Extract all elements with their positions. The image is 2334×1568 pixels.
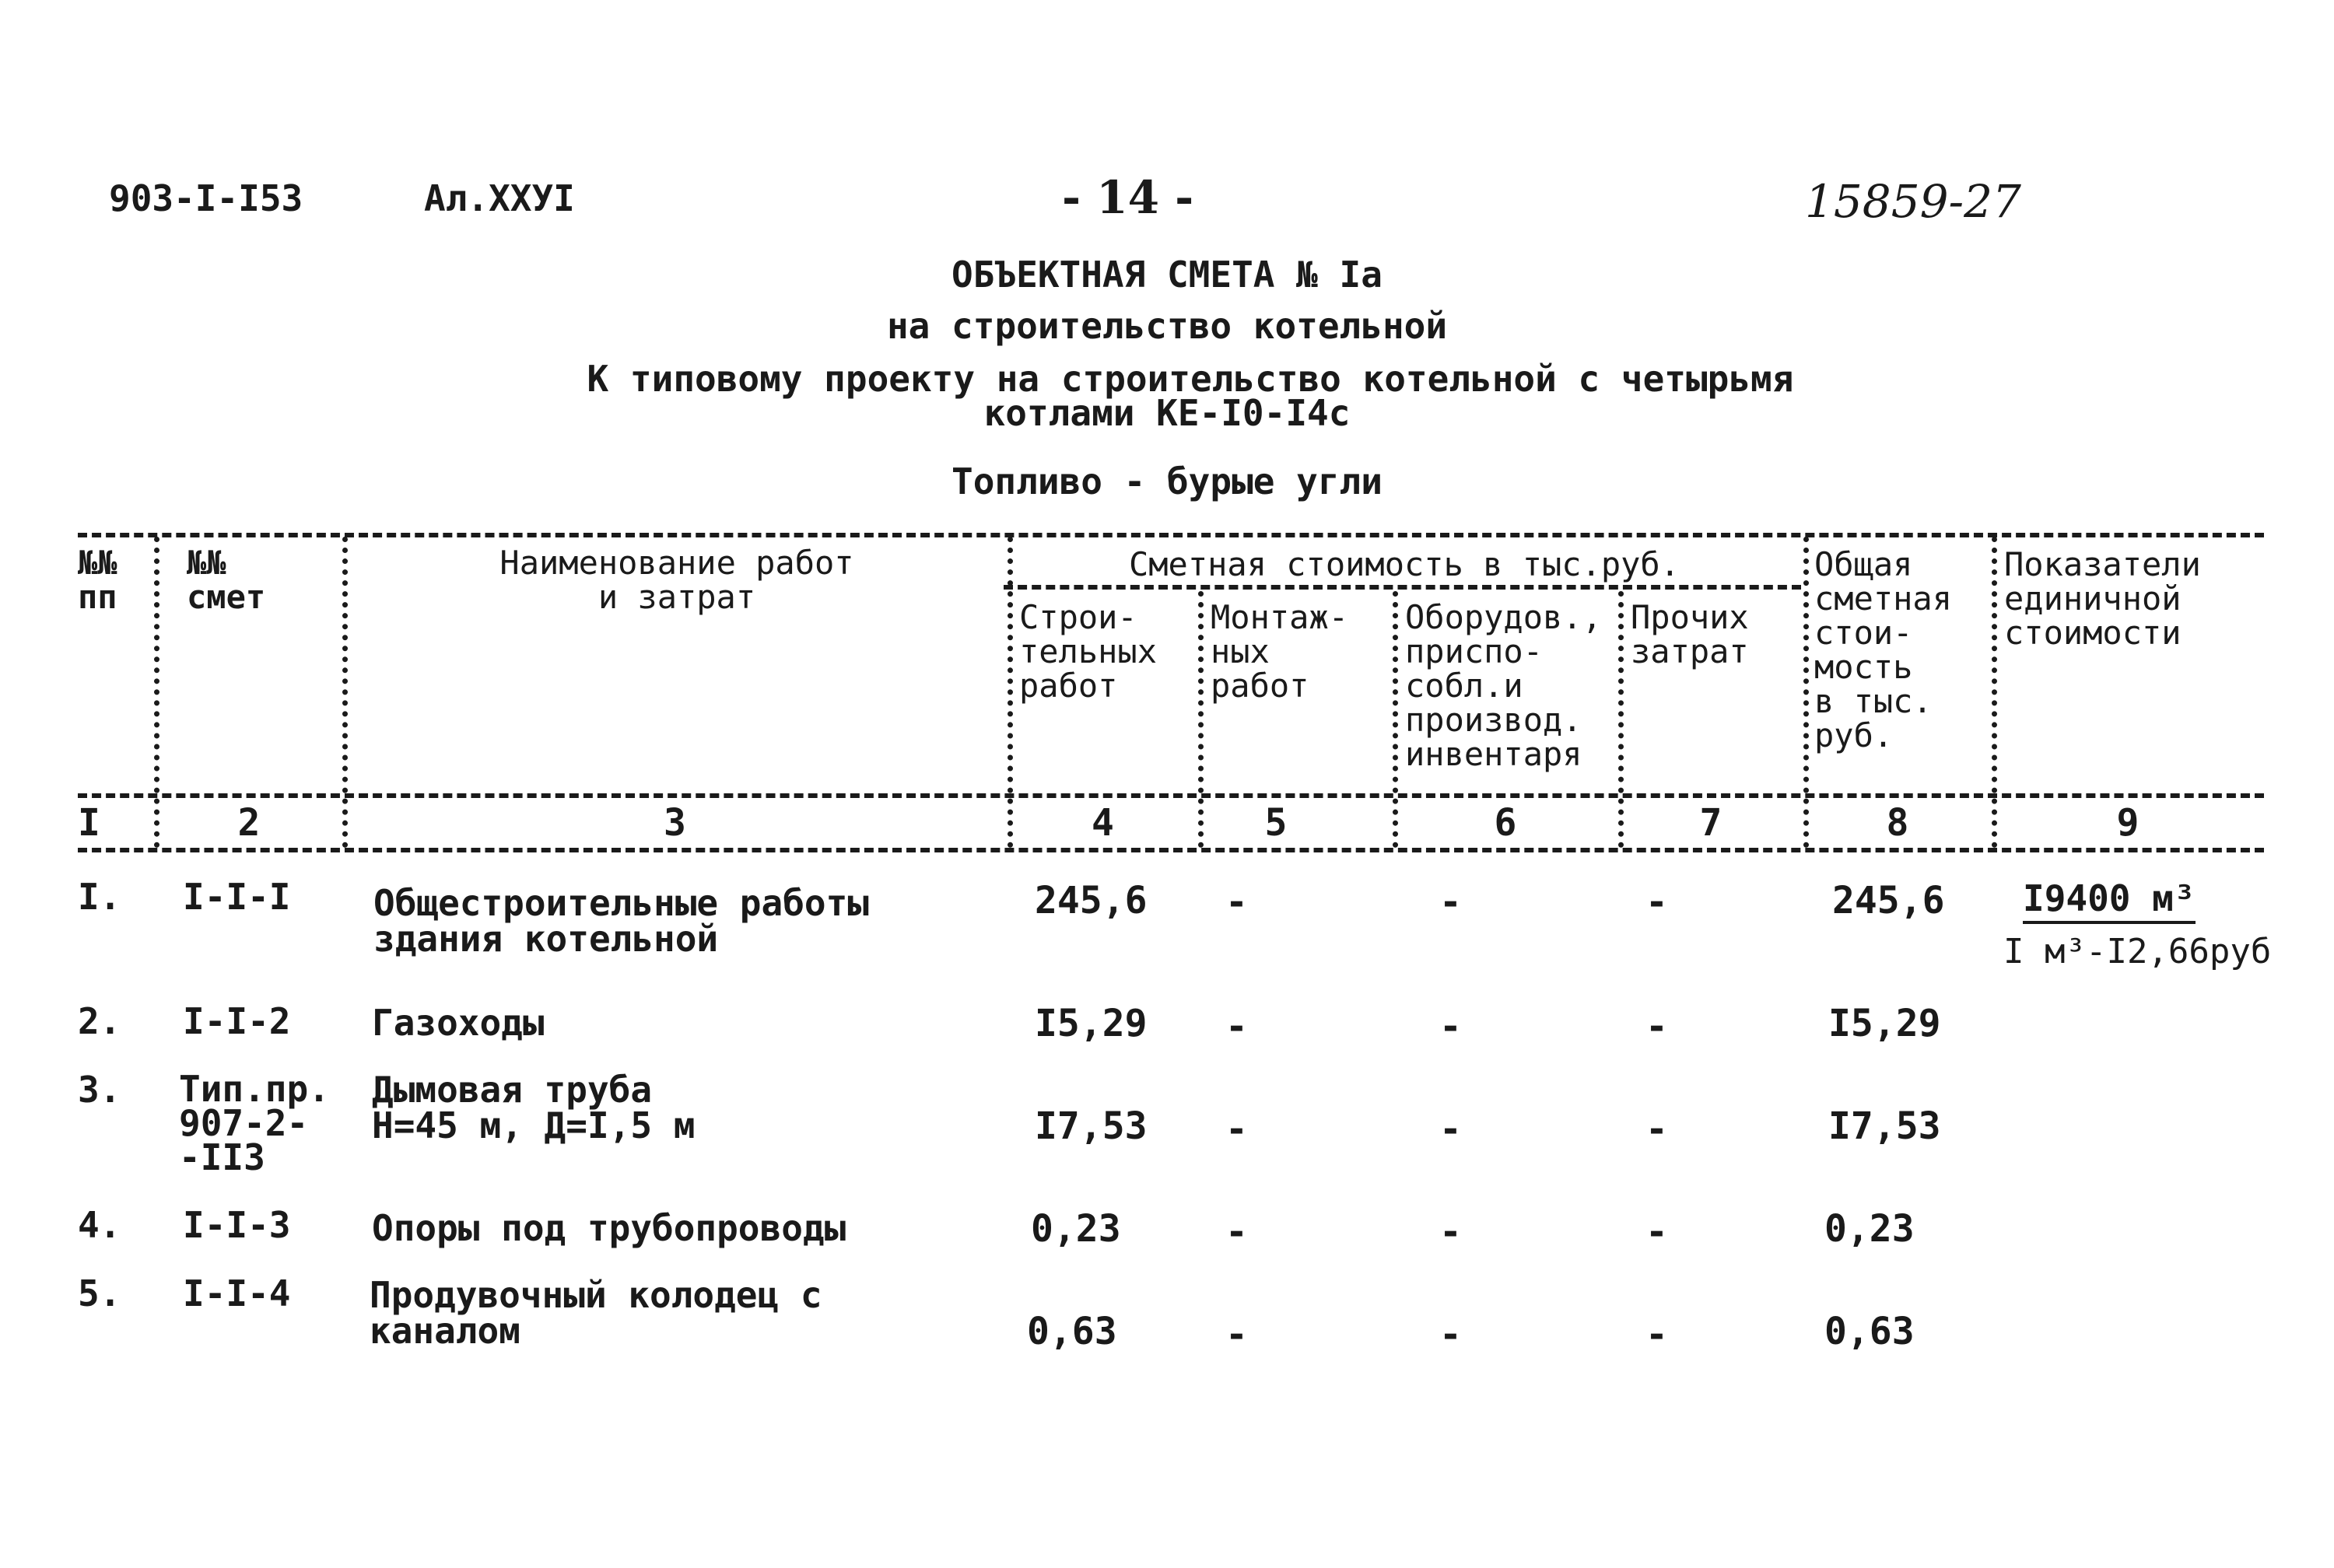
album-number: Ал.XXУI [424,177,575,219]
work-name: Общестроительные работы здания котельной [373,882,869,960]
column-number: 9 [2116,801,2140,845]
installation-cost: - [1225,1313,1248,1356]
project-reference-line2: котлами КЕ-I0-I4с [983,392,1351,434]
total-cost: 245,6 [1832,879,1945,922]
estimate-title: ОБЪЕКТНАЯ СМЕТА № Iа [951,254,1383,296]
equipment-cost: - [1439,1108,1462,1151]
estimate-subtitle: на строительство котельной [886,305,1448,347]
header-unit-cost-indicators: Показатели единичной стоимости [2004,545,2201,652]
other-cost: - [1645,1313,1668,1356]
total-cost: I7,53 [1828,1104,1941,1148]
construction-cost: I7,53 [1035,1104,1148,1148]
column-number: I [78,801,100,845]
header-bottom-rule [78,793,2264,798]
other-cost: - [1645,1210,1668,1254]
column-number: 2 [237,801,261,845]
total-cost: I5,29 [1828,1002,1941,1045]
equipment-cost: - [1439,1210,1462,1254]
sheet-code: 15859-27 [1805,175,2021,228]
other-cost: - [1645,880,1668,924]
unit-indicator-volume: I9400 м³ [2023,877,2196,924]
work-name: Продувочный колодец с каналом [370,1274,822,1352]
estimate-number: Тип.пр. 907-2- -II3 [179,1068,330,1178]
total-cost: 0,63 [1824,1310,1915,1353]
equipment-cost: - [1439,1005,1462,1048]
other-cost: - [1645,1005,1668,1048]
header-installation-works: Монтаж- ных работ [1211,598,1349,705]
installation-cost: - [1225,1108,1248,1151]
document-code: 903-I-I53 [109,177,303,219]
row-number: I. [78,876,121,918]
header-total-cost: Общая сметная стои- мость в тыс. руб. [1814,545,1953,754]
table-top-rule [78,533,2264,537]
header-row-number: №№ пп [78,544,117,616]
other-cost: - [1645,1108,1668,1151]
column-number: 5 [1264,801,1288,845]
construction-cost: 0,23 [1031,1207,1121,1251]
project-reference-line1: К типовому проекту на строительство котельной с четырьмя [587,358,1794,400]
work-name: Опоры под трубопроводы [372,1207,846,1249]
column-number: 6 [1494,801,1517,845]
installation-cost: - [1225,880,1248,924]
row-number: 5. [78,1272,121,1314]
work-name: Дымовая труба Н=45 м, Д=I,5 м [372,1069,696,1146]
header-equipment: Оборудов., приспо- собл.и производ. инвентаря [1405,598,1602,773]
installation-cost: - [1225,1210,1248,1254]
group-header-rule [1004,585,1801,590]
estimate-number: I-I-I [183,876,291,918]
fuel-type: Топливо - бурые угли [951,460,1383,502]
column-numbers-rule [78,848,2264,852]
total-cost: 0,23 [1824,1207,1915,1251]
construction-cost: 245,6 [1035,879,1148,922]
installation-cost: - [1225,1005,1248,1048]
construction-cost: 0,63 [1027,1310,1117,1353]
row-number: 4. [78,1204,121,1246]
page-number: - 14 - [1062,171,1194,224]
header-construction-works: Строи- тельных работ [1019,598,1158,705]
estimate-number: I-I-2 [183,1000,291,1042]
work-name: Газоходы [372,1002,545,1044]
row-number: 3. [78,1069,121,1111]
estimate-number: I-I-3 [183,1204,291,1246]
estimate-number: I-I-4 [183,1272,291,1314]
column-number: 7 [1699,801,1722,845]
equipment-cost: - [1439,1313,1462,1356]
column-number: 8 [1886,801,1909,845]
header-estimated-cost-group: Сметная стоимость в тыс.руб. [1128,545,1680,583]
construction-cost: I5,29 [1035,1002,1148,1045]
unit-indicator-price: I м³-I2,66руб [2003,932,2272,971]
equipment-cost: - [1439,880,1462,924]
row-number: 2. [78,1000,121,1042]
header-work-name: Наименование работ и затрат [499,544,854,616]
column-number: 3 [664,801,686,845]
header-other-costs: Прочих затрат [1631,598,1749,670]
header-estimate-number: №№ смет [187,544,266,616]
column-number: 4 [1092,801,1114,845]
